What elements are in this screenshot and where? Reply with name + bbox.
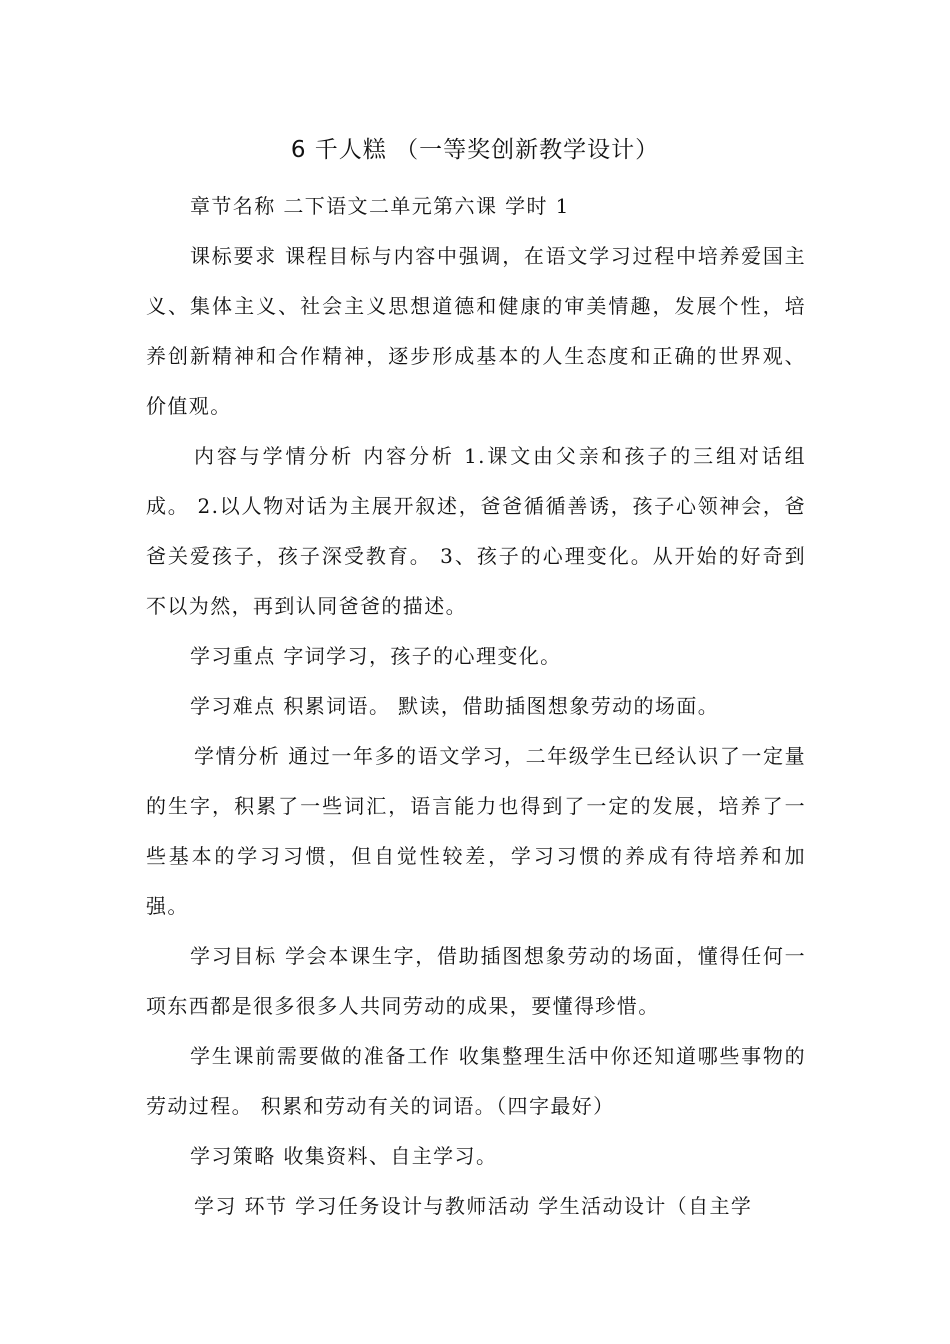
paragraph-content-analysis: 内容与学情分析 内容分析 1.课文由父亲和孩子的三组对话组成。 2.以人物对话为主展开叙述，爸爸循循善诱，孩子心领神会，爸爸关爱孩子，孩子深受教育。 3、孩子的心理变化。从开始的好奇到不以为然，再到认同爸爸的描述。: [146, 444, 806, 618]
paragraph-learner-analysis: 学情分析 通过一年多的语文学习，二年级学生已经认识了一定量的生字，积累了一些词汇，语言能力也得到了一定的发展，培养了一些基本的学习习惯，但自觉性较差，学习习惯的养成有待培养和加强。: [146, 744, 806, 918]
paragraph-curriculum-requirements: 课标要求 课程目标与内容中强调，在语文学习过程中培养爱国主义、集体主义、社会主义思想道德和健康的审美情趣，发展个性，培养创新精神和合作精神，逐步形成基本的人生态度和正确的世界观、价值观。: [146, 244, 806, 418]
paragraph-chapter-info: 章节名称 二下语文二单元第六课 学时 1: [190, 194, 570, 218]
paragraph-preparation: 学生课前需要做的准备工作 收集整理生活中你还知道哪些事物的劳动过程。 积累和劳动有关的词语。（四字最好）: [146, 1044, 806, 1118]
paragraph-learning-objectives: 学习目标 学会本课生字，借助插图想象劳动的场面，懂得任何一项东西都是很多很多人共同劳动的成果，要懂得珍惜。: [146, 944, 806, 1018]
document-body: [146, 181, 806, 1231]
paragraph-learning-stages: 学习 环节 学习任务设计与教师活动 学生活动设计（自主学: [194, 1194, 753, 1218]
paragraph-key-points: 学习重点 字词学习，孩子的心理变化。: [190, 644, 562, 668]
paragraph-strategy: 学习策略 收集资料、自主学习。: [190, 1144, 498, 1168]
document-title: 6 千人糕 （一等奖创新教学设计）: [290, 137, 660, 163]
paragraph-difficulties: 学习难点 积累词语。 默读，借助插图想象劳动的场面。: [190, 694, 720, 718]
